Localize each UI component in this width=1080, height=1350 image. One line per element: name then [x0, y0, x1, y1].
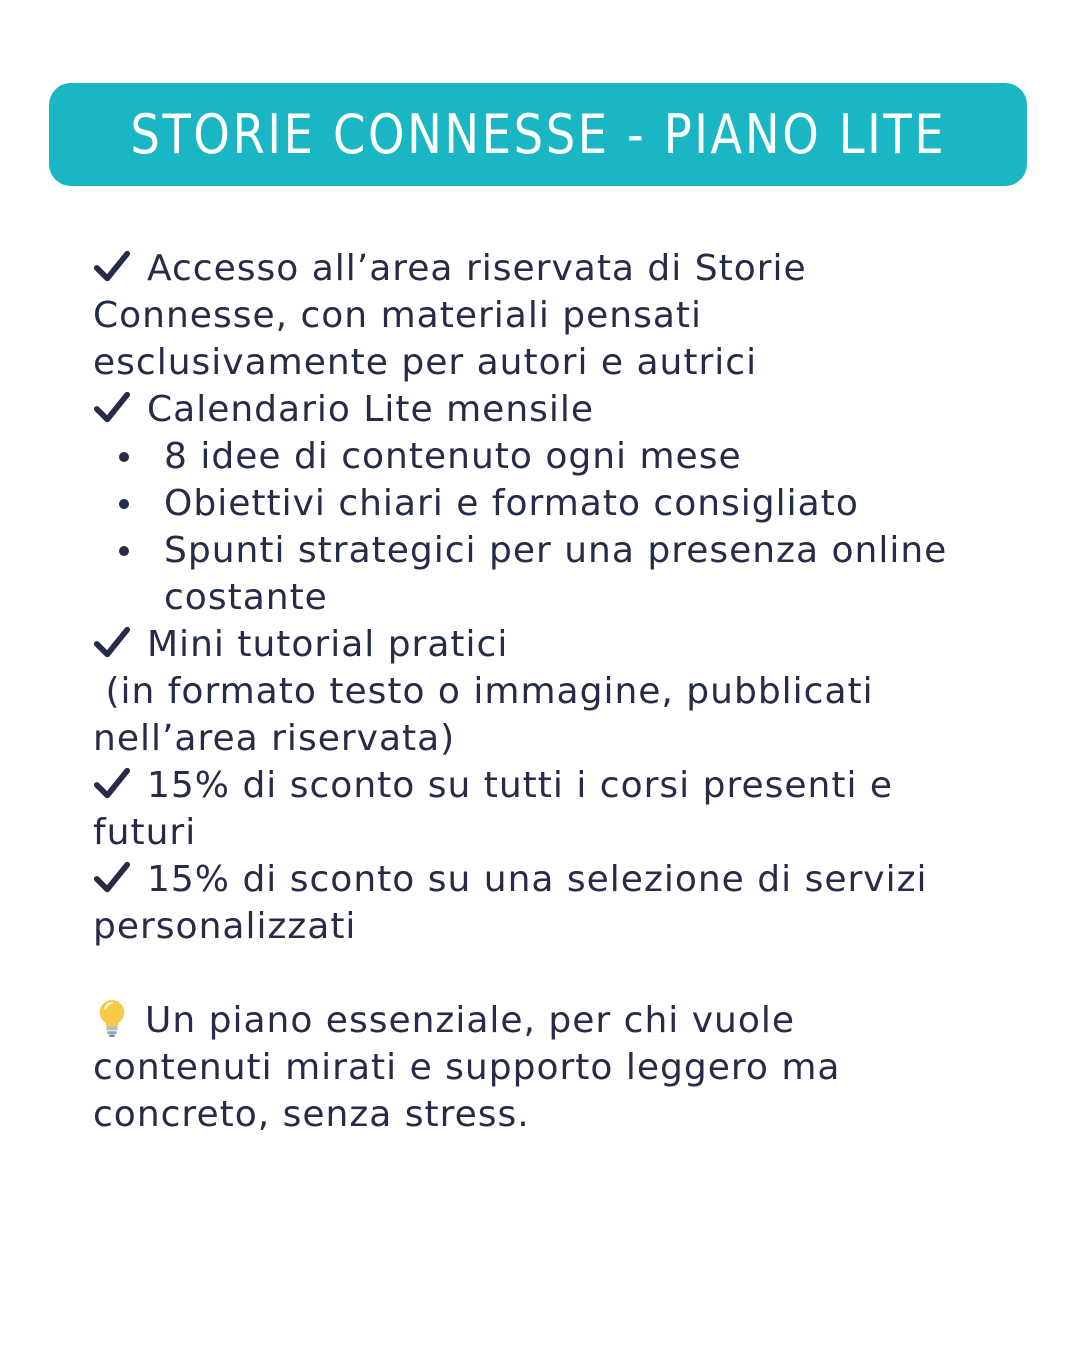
feature-discount-services-line-2: personalizzati: [93, 906, 357, 947]
feature-discount-courses-line-1: 15% di sconto su tutti i corsi presenti e: [147, 765, 894, 806]
feature-access-line-1: Accesso all’area riservata di Storie: [147, 248, 807, 289]
list-item: 8 idee di contenuto ogni mese: [93, 433, 1013, 480]
title-banner: [49, 83, 1027, 186]
feature-discount-services: [93, 856, 1013, 950]
feature-tutorials: [93, 621, 1013, 762]
list-item: Spunti strategici per una presenza online costante: [93, 527, 1013, 621]
feature-access-line-3: esclusivamente per autori e autrici: [93, 342, 758, 383]
feature-calendar: [93, 386, 1013, 621]
feature-calendar-label: Calendario Lite mensile: [147, 389, 595, 430]
feature-list: [93, 245, 1013, 1138]
bullet-icon: [119, 546, 129, 556]
bullet-icon: [119, 499, 129, 509]
check-icon: [93, 248, 131, 286]
closing-note: [93, 997, 1013, 1138]
check-icon: [93, 859, 131, 897]
feature-discount-services-line-1: 15% di sconto su una selezione di servizi: [147, 859, 928, 900]
calendar-bullet-list: [93, 433, 1013, 621]
closing-line-2: contenuti mirati e supporto leggero ma: [93, 1047, 841, 1088]
feature-discount-courses-line-2: futuri: [93, 812, 197, 853]
bullet-icon: [119, 452, 129, 462]
closing-line-1: Un piano essenziale, per chi vuole: [145, 1000, 796, 1041]
lightbulb-icon: [93, 998, 131, 1038]
check-icon: [93, 624, 131, 662]
feature-access: [93, 245, 1013, 386]
feature-tutorials-line-2: (in formato testo o immagine, pubblicati: [93, 671, 874, 712]
feature-tutorials-line-3: nell’area riservata): [93, 718, 456, 759]
section-spacer: [93, 950, 1013, 997]
closing-line-3: concreto, senza stress.: [93, 1094, 530, 1135]
check-icon: [93, 765, 131, 803]
feature-tutorials-line-1: Mini tutorial pratici: [147, 624, 509, 665]
list-item: Obiettivi chiari e formato consigliato: [93, 480, 1013, 527]
feature-access-line-2: Connesse, con materiali pensati: [93, 295, 703, 336]
feature-discount-courses: [93, 762, 1013, 856]
check-icon: [93, 389, 131, 427]
page-title: STORIE CONNESSE - PIANO LITE: [130, 103, 946, 166]
